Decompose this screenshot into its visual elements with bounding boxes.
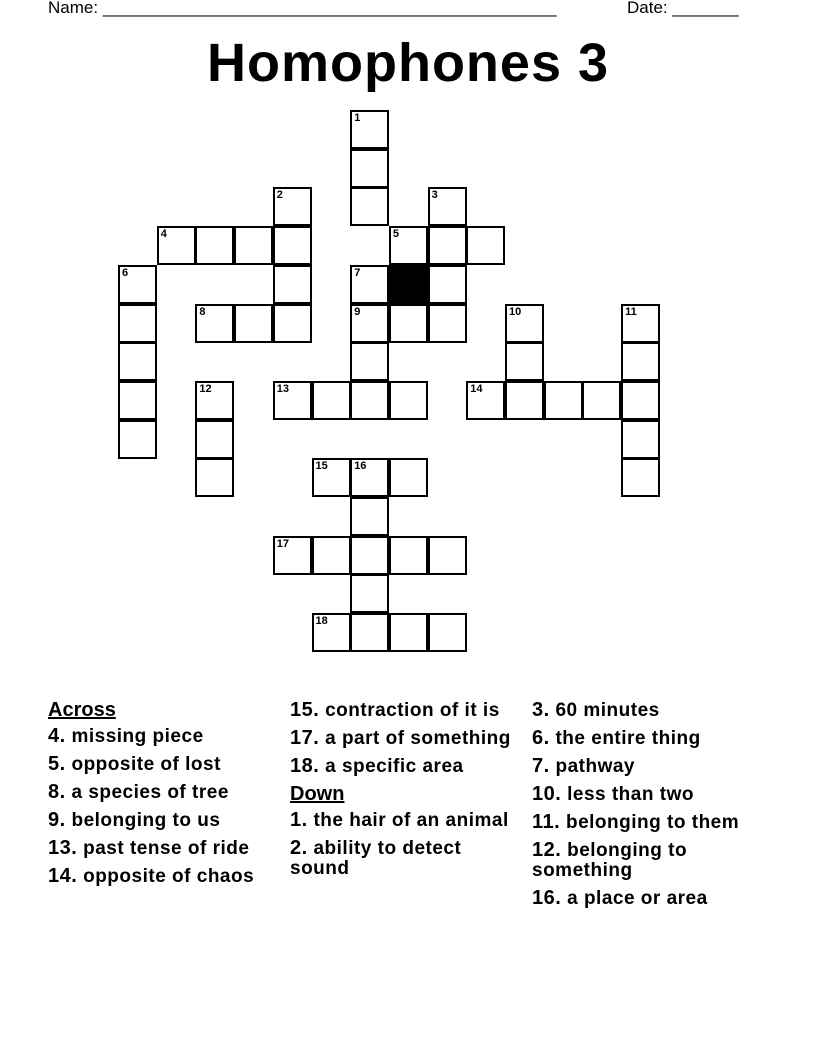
down-clue: 7. pathway bbox=[532, 755, 635, 777]
cell-number: 6 bbox=[122, 266, 129, 279]
crossword-cell[interactable] bbox=[273, 536, 312, 575]
clues-column-2 bbox=[290, 700, 518, 886]
name-line[interactable]: ________________________________________________ bbox=[102, 0, 557, 17]
crossword-cell[interactable] bbox=[312, 536, 351, 575]
across-clue: 4. missing piece bbox=[48, 725, 204, 747]
cell-number: 18 bbox=[315, 615, 328, 628]
crossword-cell[interactable] bbox=[389, 381, 428, 420]
cell-number: 7 bbox=[354, 266, 361, 279]
down-clue: 3. 60 minutes bbox=[532, 699, 660, 721]
down-clue: 16. a place or area bbox=[532, 887, 708, 909]
date-label: Date: bbox=[627, 0, 668, 17]
across-heading: Across bbox=[48, 699, 116, 721]
cell-number: 15 bbox=[315, 460, 328, 473]
crossword-cell[interactable] bbox=[350, 265, 389, 304]
crossword-cell[interactable] bbox=[195, 304, 234, 343]
crossword-cell[interactable] bbox=[505, 342, 544, 381]
crossword-cell[interactable] bbox=[118, 420, 157, 459]
down-heading: Down bbox=[290, 783, 345, 805]
crossword-cell[interactable] bbox=[621, 304, 660, 343]
cell-number: 16 bbox=[354, 460, 367, 473]
crossword-cell[interactable] bbox=[466, 381, 505, 420]
crossword-cell[interactable] bbox=[389, 458, 428, 497]
cell-number: 11 bbox=[625, 305, 637, 318]
crossword-cell[interactable] bbox=[428, 226, 467, 265]
crossword-cell[interactable] bbox=[195, 226, 234, 265]
name-label: Name: bbox=[48, 0, 99, 17]
crossword-cell[interactable] bbox=[273, 265, 312, 304]
across-clue: 14. opposite of chaos bbox=[48, 865, 255, 887]
cell-number: 3 bbox=[431, 189, 438, 202]
crossword-cell[interactable] bbox=[350, 497, 389, 536]
crossword-cell[interactable] bbox=[350, 304, 389, 343]
crossword-cell[interactable] bbox=[389, 536, 428, 575]
crossword-cell[interactable] bbox=[273, 381, 312, 420]
cell-number: 9 bbox=[354, 305, 361, 318]
across-clue: 8. a species of tree bbox=[48, 781, 229, 803]
crossword-cell[interactable] bbox=[582, 381, 621, 420]
crossword-cell[interactable] bbox=[428, 304, 467, 343]
cell-number: 10 bbox=[509, 305, 522, 318]
crossword-cell[interactable] bbox=[118, 304, 157, 343]
cell-number: 5 bbox=[392, 228, 400, 241]
crossword-cell[interactable] bbox=[195, 420, 234, 459]
across-clue: 13. past tense of ride bbox=[48, 837, 250, 859]
crossword-cell[interactable] bbox=[389, 226, 428, 265]
crossword-cell[interactable] bbox=[389, 304, 428, 343]
crossword-cell[interactable] bbox=[350, 149, 389, 188]
crossword-cell[interactable] bbox=[466, 226, 505, 265]
crossword-cell[interactable] bbox=[118, 342, 157, 381]
crossword-cell[interactable] bbox=[350, 613, 389, 652]
date-line[interactable]: _______ bbox=[672, 0, 739, 17]
blocked-cell bbox=[389, 265, 428, 304]
crossword-cell[interactable] bbox=[544, 381, 583, 420]
down-clue: 1. the hair of an animal bbox=[290, 809, 509, 831]
crossword-cell[interactable] bbox=[428, 536, 467, 575]
crossword-cell[interactable] bbox=[505, 304, 544, 343]
crossword-cell[interactable] bbox=[312, 613, 351, 652]
cell-number: 17 bbox=[276, 537, 290, 550]
crossword-cell[interactable] bbox=[350, 381, 389, 420]
down-clue: 6. the entire thing bbox=[532, 727, 701, 749]
clues-column-1 bbox=[48, 700, 278, 894]
cell-number: 12 bbox=[199, 382, 212, 395]
crossword-cell[interactable] bbox=[118, 381, 157, 420]
crossword-cell[interactable] bbox=[195, 458, 234, 497]
crossword-cell[interactable] bbox=[273, 304, 312, 343]
cell-number: 14 bbox=[470, 382, 483, 395]
crossword-cell[interactable] bbox=[157, 226, 196, 265]
crossword-cell[interactable] bbox=[195, 381, 234, 420]
across-clue: 5. opposite of lost bbox=[48, 753, 221, 775]
crossword-cell[interactable] bbox=[350, 458, 389, 497]
crossword-cell[interactable] bbox=[118, 265, 157, 304]
cell-number: 8 bbox=[199, 305, 206, 318]
across-clue: 18. a specific area bbox=[290, 755, 464, 777]
crossword-cell[interactable] bbox=[621, 342, 660, 381]
crossword-cell[interactable] bbox=[350, 187, 389, 226]
crossword-cell[interactable] bbox=[621, 381, 660, 420]
across-clue: 17. a part of something bbox=[290, 727, 511, 749]
crossword-cell[interactable] bbox=[350, 110, 389, 149]
crossword-cell[interactable] bbox=[621, 420, 660, 459]
crossword-cell[interactable] bbox=[428, 187, 467, 226]
crossword-cell[interactable] bbox=[350, 574, 389, 613]
crossword-cell[interactable] bbox=[428, 613, 467, 652]
crossword-cell[interactable] bbox=[389, 613, 428, 652]
cell-number: 13 bbox=[276, 382, 290, 395]
crossword-cell[interactable] bbox=[621, 458, 660, 497]
crossword-cell[interactable] bbox=[312, 458, 351, 497]
crossword-cell[interactable] bbox=[234, 304, 273, 343]
clues-column-3 bbox=[532, 700, 762, 916]
crossword-cell[interactable] bbox=[273, 187, 312, 226]
down-clue: 11. belonging to them bbox=[532, 811, 740, 833]
crossword-cell[interactable] bbox=[350, 536, 389, 575]
down-clue: 2. ability to detect sound bbox=[290, 837, 462, 879]
cell-number: 2 bbox=[276, 189, 283, 202]
crossword-cell[interactable] bbox=[273, 226, 312, 265]
down-clue: 12. belonging to something bbox=[532, 839, 688, 881]
crossword-cell[interactable] bbox=[505, 381, 544, 420]
crossword-cell[interactable] bbox=[428, 265, 467, 304]
cell-number: 1 bbox=[354, 112, 361, 124]
page-title: Homophones 3 bbox=[206, 33, 610, 93]
down-clue: 10. less than two bbox=[532, 783, 694, 805]
crossword-cell[interactable] bbox=[234, 226, 273, 265]
crossword-cell[interactable] bbox=[312, 381, 351, 420]
crossword-cell[interactable] bbox=[350, 342, 389, 381]
across-clue: 15. contraction of it is bbox=[290, 699, 500, 721]
across-clue: 9. belonging to us bbox=[48, 809, 221, 831]
cell-number: 4 bbox=[160, 228, 167, 241]
